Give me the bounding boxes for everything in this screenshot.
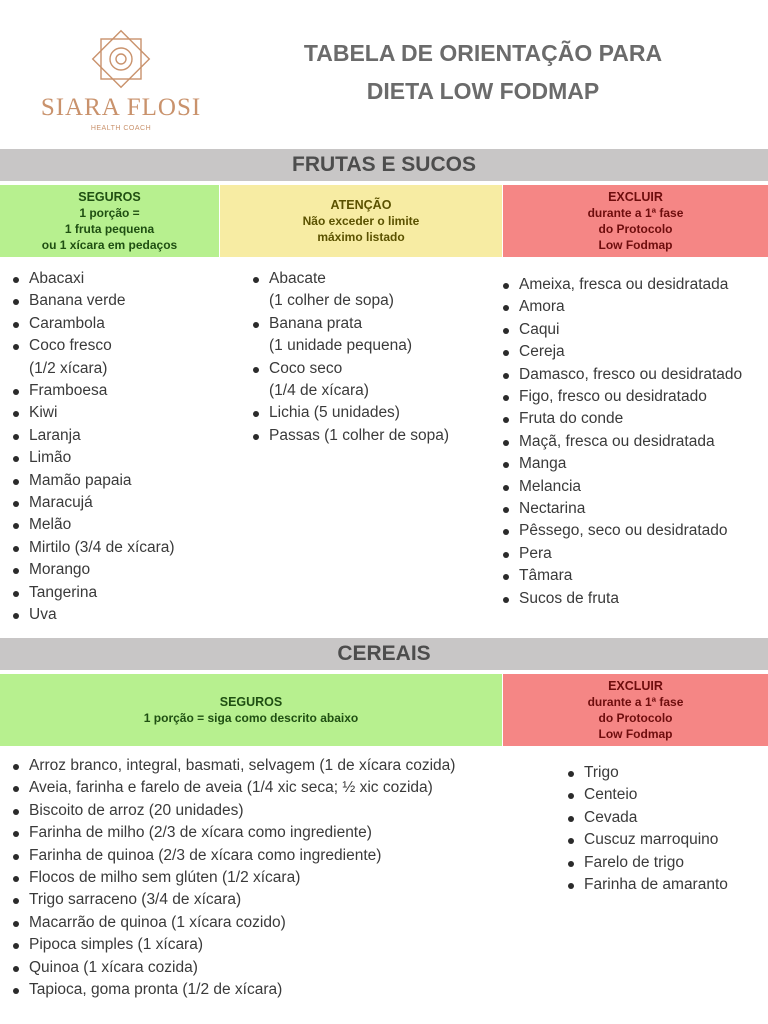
list-item: Farelo de trigo bbox=[565, 852, 728, 874]
list-excluir-cereais bbox=[565, 762, 728, 896]
list-item-note: (1 unidade pequena) bbox=[269, 337, 413, 355]
list-item: Lichia (5 unidades) bbox=[250, 402, 449, 424]
list-item: Biscoito de arroz (20 unidades) bbox=[10, 800, 455, 822]
list-item: Coco seco bbox=[250, 358, 449, 380]
category-heading: SEGUROS bbox=[219, 695, 283, 709]
list-item: Arroz branco, integral, basmati, selvagem (1 de xícara cozida) bbox=[10, 755, 455, 777]
list-item: Centeio bbox=[565, 784, 728, 806]
list-item: Tapioca, goma pronta (1/2 de xícara) bbox=[10, 979, 455, 1001]
list-item: Quinoa (1 xícara cozida) bbox=[10, 957, 455, 979]
category-line: Não exceder o limite bbox=[302, 214, 420, 228]
list-item: Abacate bbox=[250, 268, 449, 290]
list-item: Tangerina bbox=[10, 582, 175, 604]
list-item-note: (1/4 de xícara) bbox=[269, 382, 369, 400]
list-item: Ameixa, fresca ou desidratada bbox=[500, 274, 742, 296]
category-line: do Protocolo bbox=[598, 222, 673, 236]
category-line: ou 1 xícara em pedaços bbox=[41, 238, 178, 252]
category-line: Low Fodmap bbox=[598, 727, 673, 741]
brand-name: SIARA FLOSI bbox=[40, 94, 202, 121]
list-item-note: (1/2 xícara) bbox=[29, 359, 108, 377]
list-item: Amora bbox=[500, 296, 742, 318]
list-item: Carambola bbox=[10, 313, 175, 335]
list-item: Cereja bbox=[500, 341, 742, 363]
list-item: Maçã, fresca ou desidratada bbox=[500, 431, 742, 453]
list-item: Mirtilo (3/4 de xícara) bbox=[10, 537, 175, 559]
list-item: Pipoca simples (1 xícara) bbox=[10, 934, 455, 956]
list-item: Flocos de milho sem glúten (1/2 xícara) bbox=[10, 867, 455, 889]
category-excluir-cereais bbox=[503, 674, 768, 746]
category-line: 1 fruta pequena bbox=[64, 222, 155, 236]
list-item: Tâmara bbox=[500, 565, 742, 587]
list-seguros-cereais bbox=[10, 755, 455, 1001]
list-item: Coco fresco bbox=[10, 335, 175, 357]
list-item: Kiwi bbox=[10, 402, 175, 424]
list-item: Limão bbox=[10, 447, 175, 469]
section-title-frutas: FRUTAS E SUCOS bbox=[0, 149, 768, 181]
list-item: Laranja bbox=[10, 425, 175, 447]
list-item: Cevada bbox=[565, 807, 728, 829]
list-item: Uva bbox=[10, 604, 175, 626]
category-atencao-frutas bbox=[220, 185, 502, 257]
category-line: durante a 1ª fase bbox=[587, 206, 684, 220]
list-item: Macarrão de quinoa (1 xícara cozido) bbox=[10, 912, 455, 934]
category-excluir-frutas bbox=[503, 185, 768, 257]
list-item: Melancia bbox=[500, 476, 742, 498]
list-item: Farinha de quinoa (2/3 de xícara como ingrediente) bbox=[10, 845, 455, 867]
category-seguros-frutas bbox=[0, 185, 219, 257]
category-line: do Protocolo bbox=[598, 711, 673, 725]
list-item: Passas (1 colher de sopa) bbox=[250, 425, 449, 447]
list-item: Pêssego, seco ou desidratado bbox=[500, 520, 742, 542]
category-line: máximo listado bbox=[317, 230, 405, 244]
list-item: Fruta do conde bbox=[500, 408, 742, 430]
category-heading: EXCLUIR bbox=[608, 679, 663, 693]
list-atencao-frutas bbox=[250, 268, 449, 447]
list-item-note: (1 colher de sopa) bbox=[269, 292, 394, 310]
category-heading: ATENÇÃO bbox=[330, 198, 392, 212]
list-item: Nectarina bbox=[500, 498, 742, 520]
page-title-line-2: DIETA LOW FODMAP bbox=[366, 78, 600, 104]
category-line: 1 porção = siga como descrito abaixo bbox=[143, 711, 359, 725]
list-item: Melão bbox=[10, 514, 175, 536]
section-title-cereais: CEREAIS bbox=[0, 638, 768, 670]
list-item: Morango bbox=[10, 559, 175, 581]
list-item: Trigo bbox=[565, 762, 728, 784]
list-item: Farinha de amaranto bbox=[565, 874, 728, 896]
list-seguros-frutas bbox=[10, 268, 175, 627]
brand-logo bbox=[36, 26, 206, 146]
category-seguros-cereais bbox=[0, 674, 502, 746]
list-item: Mamão papaia bbox=[10, 470, 175, 492]
brand-tagline: HEALTH COACH bbox=[90, 125, 152, 132]
list-excluir-frutas bbox=[500, 274, 742, 610]
list-item: Banana prata bbox=[250, 313, 449, 335]
list-item: Maracujá bbox=[10, 492, 175, 514]
list-item: Caqui bbox=[500, 319, 742, 341]
page-title-line-1: TABELA DE ORIENTAÇÃO PARA bbox=[303, 40, 663, 66]
list-item: Cuscuz marroquino bbox=[565, 829, 728, 851]
list-item: Damasco, fresco ou desidratado bbox=[500, 364, 742, 386]
list-item: Trigo sarraceno (3/4 de xícara) bbox=[10, 889, 455, 911]
geometric-logo-icon bbox=[86, 26, 156, 92]
list-item: Manga bbox=[500, 453, 742, 475]
category-line: durante a 1ª fase bbox=[587, 695, 684, 709]
list-item: Pera bbox=[500, 543, 742, 565]
category-line: 1 porção = bbox=[79, 206, 140, 220]
list-item: Aveia, farinha e farelo de aveia (1/4 xic seca; ½ xic cozida) bbox=[10, 777, 455, 799]
category-line: Low Fodmap bbox=[598, 238, 673, 252]
list-item: Sucos de fruta bbox=[500, 588, 742, 610]
list-item: Figo, fresco ou desidratado bbox=[500, 386, 742, 408]
list-item: Farinha de milho (2/3 de xícara como ingrediente) bbox=[10, 822, 455, 844]
list-item: Abacaxi bbox=[10, 268, 175, 290]
category-heading: EXCLUIR bbox=[608, 190, 663, 204]
page-title bbox=[258, 34, 708, 110]
list-item: Banana verde bbox=[10, 290, 175, 312]
list-item: Framboesa bbox=[10, 380, 175, 402]
category-heading: SEGUROS bbox=[78, 190, 141, 204]
